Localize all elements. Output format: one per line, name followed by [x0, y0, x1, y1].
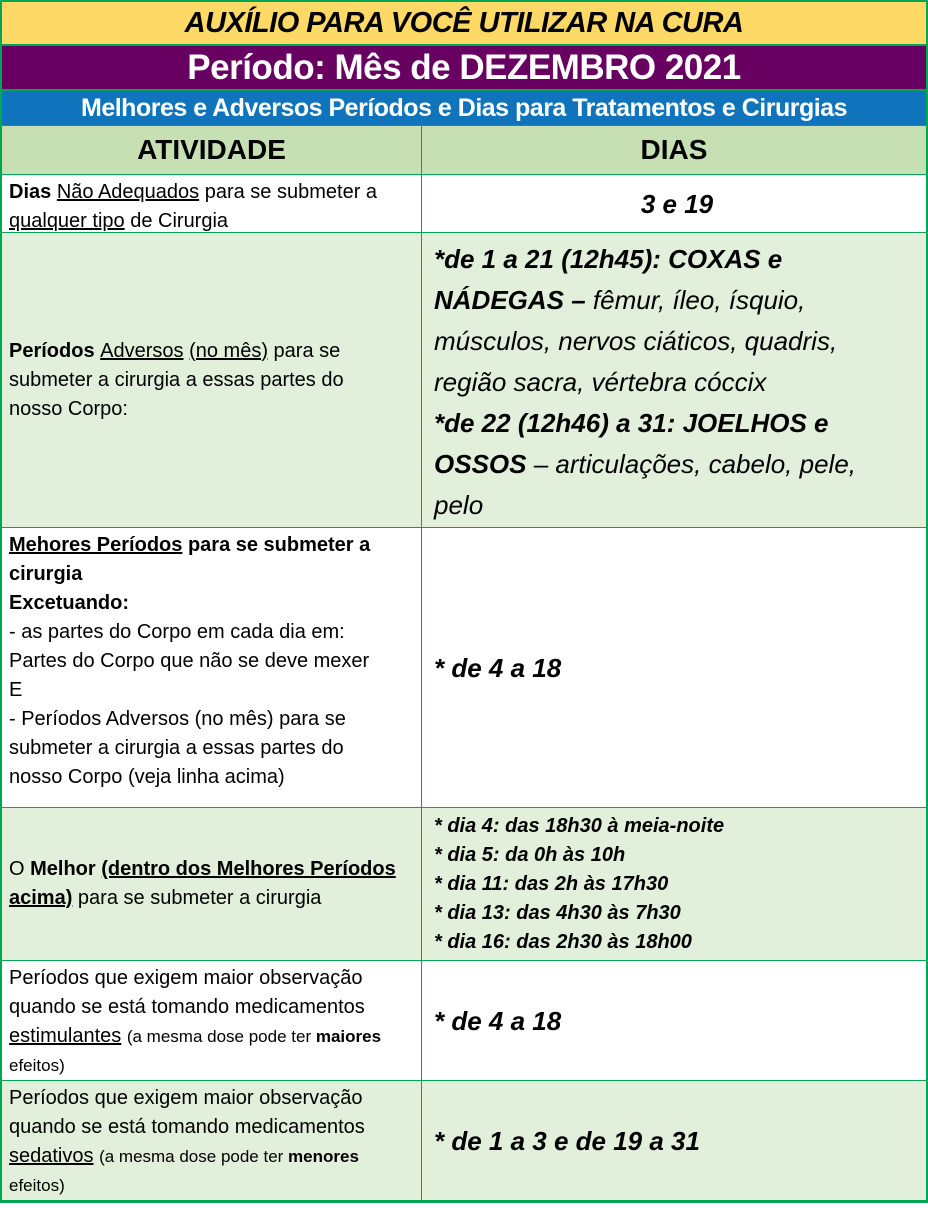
text-line: Períodos Adversos (no mês) para se [9, 339, 341, 362]
text-line: Partes do Corpo que não se deve mexer [9, 650, 370, 672]
activity-cell [2, 1081, 422, 1200]
text-line: músculos, nervos ciáticos, quadris, [434, 326, 838, 356]
days-cell [422, 233, 926, 528]
column-header-days [422, 126, 926, 175]
table-header-row [2, 126, 926, 175]
text-line: efeitos) [9, 1176, 65, 1195]
table-row-medicamentos-sedativos [2, 1081, 926, 1200]
text-line: E [9, 679, 23, 701]
text-line: * dia 16: das 2h30 às 18h00 [434, 931, 692, 953]
text-line: * de 4 a 18 [434, 1005, 562, 1036]
activity-cell [2, 528, 422, 808]
text-line: Períodos que exigem maior observação [9, 1087, 363, 1109]
text-line: pelo [434, 490, 484, 520]
text-line: * dia 11: das 2h às 17h30 [434, 873, 669, 895]
title-text: AUXÍLIO PARA VOCÊ UTILIZAR NA CURA [184, 6, 744, 39]
days-cell [422, 808, 926, 961]
text-line: sedativos (a mesma dose pode ter menores [9, 1145, 359, 1167]
text-line: Períodos que exigem maior observação [9, 967, 363, 989]
text-line: quando se está tomando medicamentos [9, 996, 365, 1018]
text-line: qualquer tipo de Cirurgia [9, 210, 229, 232]
table-row-dias-nao-adequados [2, 175, 926, 233]
periods-table [2, 126, 926, 1200]
text-line: Mehores Períodos para se submeter a [9, 534, 371, 556]
text-line: Excetuando: [9, 592, 130, 614]
text-line: NÁDEGAS – fêmur, íleo, ísquio, [434, 285, 806, 315]
text-line: 3 e 19 [640, 188, 714, 219]
period-text: Período: Mês de DEZEMBRO 2021 [187, 47, 741, 87]
text-line: * de 1 a 3 e de 19 a 31 [434, 1125, 700, 1156]
text-line: estimulantes (a mesma dose pode ter maiores [9, 1025, 382, 1047]
text-line: * dia 5: da 0h às 10h [434, 844, 626, 866]
days-cell [422, 528, 926, 808]
table-row-medicamentos-estimulantes [2, 961, 926, 1081]
days-header-label: DIAS [640, 134, 708, 165]
text-line: Dias Não Adequados para se submeter a [9, 181, 378, 203]
text-line: - as partes do Corpo em cada dia em: [9, 621, 345, 643]
activity-cell [2, 175, 422, 233]
text-line: nosso Corpo (veja linha acima) [9, 766, 285, 788]
text-line: O Melhor (dentro dos Melhores Períodos [9, 858, 396, 880]
activity-cell [2, 233, 422, 528]
activity-cell [2, 808, 422, 961]
text-line: submeter a cirurgia a essas partes do [9, 368, 344, 391]
subtitle-banner [2, 91, 926, 126]
column-header-activity [2, 126, 422, 175]
table-row-periodos-adversos [2, 233, 926, 528]
subtitle-text: Melhores e Adversos Períodos e Dias para Tratamentos e Cirurgias [81, 93, 847, 122]
text-line: quando se está tomando medicamentos [9, 1116, 365, 1138]
text-line: região sacra, vértebra cóccix [434, 367, 767, 397]
period-banner [2, 46, 926, 91]
text-line: *de 22 (12h46) a 31: JOELHOS e [434, 408, 829, 438]
text-line: nosso Corpo: [9, 397, 128, 420]
days-cell [422, 1081, 926, 1200]
text-line: - Períodos Adversos (no mês) para se [9, 708, 346, 730]
activity-header-label: ATIVIDADE [137, 134, 286, 165]
days-cell [422, 175, 926, 233]
table-row-melhores-periodos [2, 528, 926, 808]
text-line: acima) para se submeter a cirurgia [9, 887, 322, 909]
text-line: cirurgia [9, 563, 83, 585]
text-line: *de 1 a 21 (12h45): COXAS e [434, 244, 783, 274]
table-row-o-melhor [2, 808, 926, 961]
text-line: * dia 4: das 18h30 à meia-noite [434, 815, 725, 837]
text-line: * de 4 a 18 [434, 652, 562, 683]
text-line: OSSOS – articulações, cabelo, pele, [434, 449, 857, 479]
text-line: efeitos) [9, 1056, 65, 1075]
text-line: * dia 13: das 4h30 às 7h30 [434, 902, 681, 924]
title-banner [2, 2, 926, 46]
text-line: submeter a cirurgia a essas partes do [9, 737, 344, 759]
days-cell [422, 961, 926, 1081]
activity-cell [2, 961, 422, 1081]
